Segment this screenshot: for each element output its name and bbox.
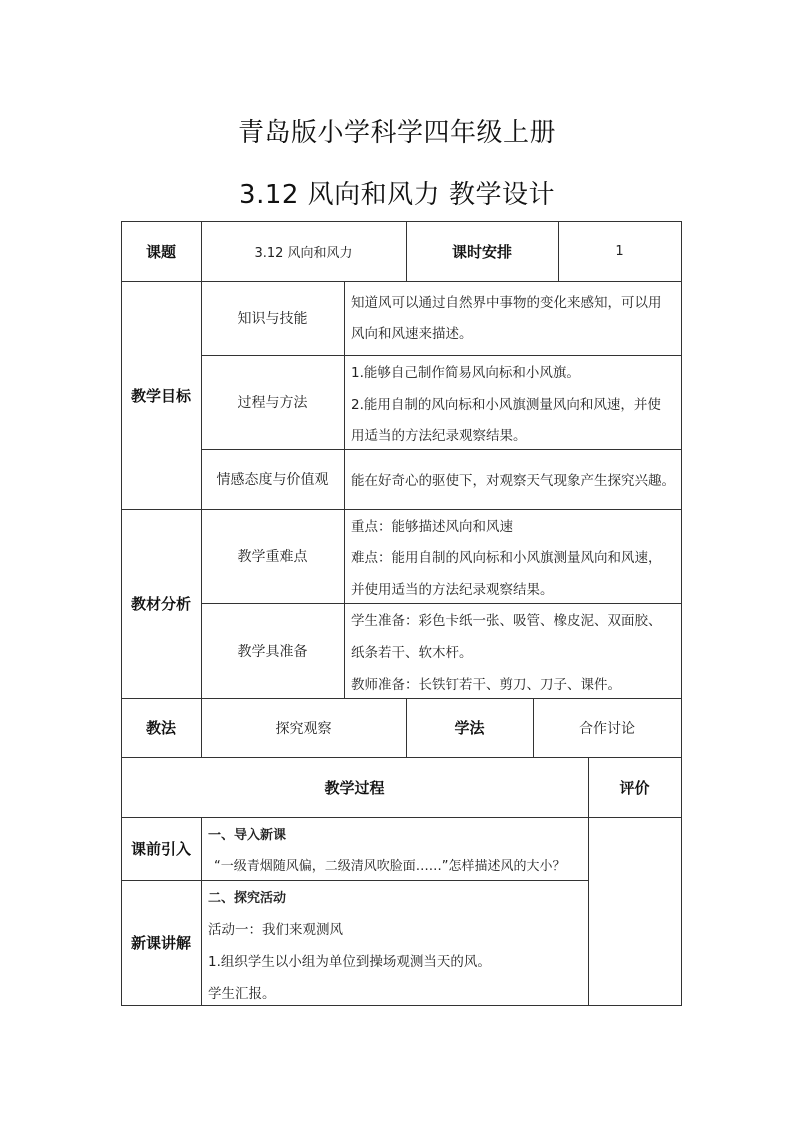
- objective-text-line: 风向和风速来描述。: [351, 326, 473, 342]
- analysis-name: 教学具准备: [237, 643, 308, 660]
- learn-method-label: 学法: [454, 719, 485, 737]
- analysis-label: 教材分析: [130, 595, 191, 613]
- process-header: 教学过程: [324, 778, 385, 797]
- topic-label: 课题: [145, 242, 176, 261]
- objective-text-line: 1.能够自己制作简易风向标和小风旗。: [351, 365, 580, 381]
- analysis-text-line: 学生准备：彩色卡纸一张、吸管、橡皮泥、双面胶、: [351, 613, 662, 629]
- objective-name: 情感态度与价值观: [216, 472, 329, 488]
- objective-text-line: 能在好奇心的驱使下，对观察天气现象产生探究兴趣。: [351, 473, 675, 489]
- analysis-text-line: 教师准备：长铁钉若干、剪刀、刀子、课件。: [351, 677, 621, 693]
- objective-name: 知识与技能: [237, 311, 308, 327]
- objective-name: 过程与方法: [237, 395, 308, 411]
- analysis-text-line: 重点：能够描述风向和风速: [351, 519, 513, 535]
- analysis-text-line: 纸条若干、软木杆。: [351, 645, 473, 661]
- teach-method-value: 探究观察: [275, 720, 332, 737]
- teach-method-label: 教法: [145, 719, 176, 737]
- document-title: 青岛版小学科学四年级上册: [237, 118, 556, 148]
- section-label: 新课讲解: [130, 934, 191, 952]
- document-subtitle: 3.12 风向和风力 教学设计: [239, 180, 555, 210]
- section-text-line: “一级青烟随风偏，二级清风吹脸面……”怎样描述风的大小？: [214, 859, 566, 874]
- section-label: 课前引入: [130, 840, 191, 858]
- analysis-name: 教学重难点: [237, 549, 308, 565]
- section-text-line: 活动一：我们来观测风: [208, 922, 343, 938]
- schedule-value: 1: [615, 243, 624, 259]
- analysis-text-line: 并使用适当的方法纪录观察结果。: [351, 582, 554, 598]
- section-heading: 一、导入新课: [208, 828, 287, 843]
- objective-text-line: 知道风可以通过自然界中事物的变化来感知，可以用: [351, 295, 662, 311]
- analysis-text-line: 难点：能用自制的风向标和小风旗测量风向和风速，: [351, 550, 662, 566]
- section-heading: 二、探究活动: [208, 891, 287, 906]
- objective-text-line: 2.能用自制的风向标和小风旗测量风向和风速，并使: [351, 397, 661, 413]
- objective-text-line: 用适当的方法纪录观察结果。: [351, 428, 527, 444]
- topic-value: 3.12 风向和风力: [254, 245, 353, 261]
- objectives-label: 教学目标: [130, 386, 191, 405]
- schedule-label: 课时安排: [451, 242, 512, 261]
- section-text-line: 1.组织学生以小组为单位到操场观测当天的风。: [208, 954, 491, 970]
- learn-method-value: 合作讨论: [579, 720, 635, 737]
- section-text-line: 学生汇报。: [208, 986, 276, 1002]
- evaluation-header: 评价: [619, 778, 650, 797]
